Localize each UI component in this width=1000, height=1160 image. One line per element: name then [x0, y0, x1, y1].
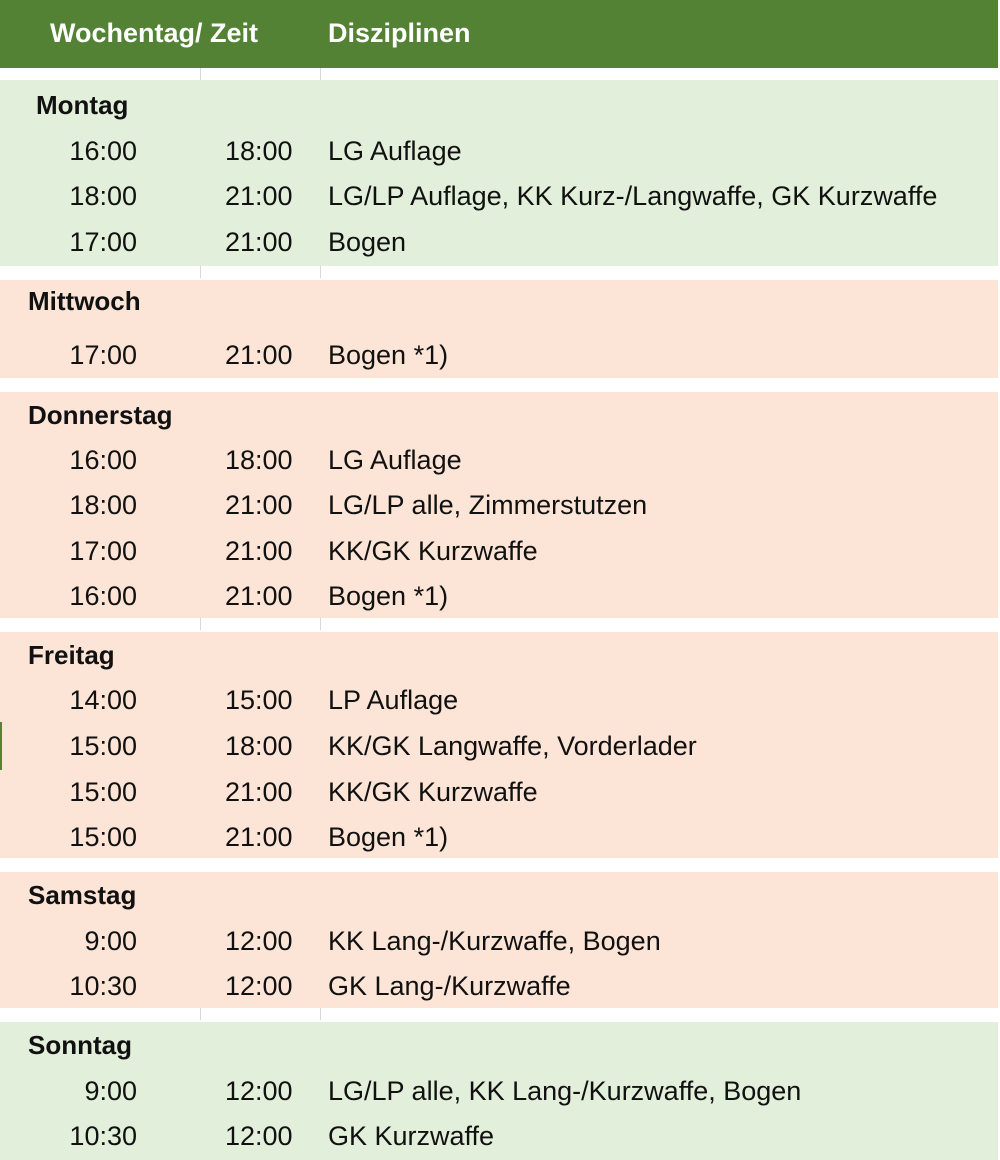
disciplines: LG Auflage: [328, 136, 462, 166]
gridline-tick: [320, 1008, 321, 1020]
gridline-tick: [320, 266, 321, 278]
disciplines: Bogen *1): [328, 581, 449, 611]
end-time: 21:00: [225, 340, 293, 370]
start-time: 15:00: [69, 822, 137, 852]
start-time: 18:00: [69, 181, 137, 211]
end-time: 21:00: [225, 181, 293, 211]
end-time: 21:00: [225, 822, 293, 852]
table-row: [0, 482, 998, 527]
start-time: 9:00: [84, 926, 137, 956]
disciplines: Bogen: [328, 227, 407, 257]
day-block-samstag: [0, 872, 998, 1008]
end-time: 21:00: [225, 581, 293, 611]
disciplines: KK/GK Langwaffe, Vorderlader: [328, 731, 697, 761]
edge-marker: [0, 722, 2, 770]
table-header: [0, 0, 998, 68]
end-time: 21:00: [225, 777, 293, 807]
separator: [0, 266, 1000, 280]
disciplines: Bogen *1): [328, 822, 449, 852]
separator: [0, 618, 1000, 632]
table-row: [0, 219, 998, 264]
gridline-tick: [320, 618, 321, 630]
start-time: 10:30: [69, 1121, 137, 1151]
table-row: [0, 1113, 998, 1158]
day-label: Mittwoch: [28, 286, 141, 316]
disciplines: LG Auflage: [328, 445, 462, 475]
disciplines: LG/LP Auflage, KK Kurz-/Langwaffe, GK Kurzwaffe: [328, 181, 938, 211]
disciplines: KK Lang-/Kurzwaffe, Bogen: [328, 926, 661, 956]
table-row: [0, 332, 998, 377]
start-time: 16:00: [69, 445, 137, 475]
start-time: 16:00: [69, 136, 137, 166]
start-time: 16:00: [69, 581, 137, 611]
table-row: [0, 769, 998, 814]
day-block-mittwoch: [0, 280, 998, 378]
day-block-donnerstag: [0, 392, 998, 618]
day-label: Freitag: [28, 640, 115, 670]
day-label: Sonntag: [28, 1030, 132, 1060]
disciplines: LP Auflage: [328, 685, 459, 715]
table-row: [0, 814, 998, 859]
table-row: [0, 573, 998, 618]
table-row: [0, 723, 998, 768]
table-row: [0, 677, 998, 722]
table-row: [0, 437, 998, 482]
disciplines: Bogen *1): [328, 340, 449, 370]
table-row: [0, 1068, 998, 1113]
table-row: [0, 528, 998, 573]
disciplines: GK Kurzwaffe: [328, 1121, 495, 1151]
start-time: 15:00: [69, 731, 137, 761]
end-time: 21:00: [225, 490, 293, 520]
gridline-tick: [200, 266, 201, 278]
end-time: 12:00: [225, 926, 293, 956]
end-time: 12:00: [225, 1076, 293, 1106]
disciplines: KK/GK Kurzwaffe: [328, 536, 538, 566]
column-header-disciplines: Disziplinen: [328, 18, 471, 48]
table-row: [0, 963, 998, 1008]
start-time: 14:00: [69, 685, 137, 715]
start-time: 9:00: [84, 1076, 137, 1106]
gridline-tick: [320, 68, 321, 80]
table-row: [0, 128, 998, 173]
day-block-freitag: [0, 632, 998, 858]
gridline-tick: [200, 618, 201, 630]
gridline-tick: [200, 68, 201, 80]
disciplines: GK Lang-/Kurzwaffe: [328, 971, 571, 1001]
end-time: 21:00: [225, 227, 293, 257]
day-block-sonntag: [0, 1022, 998, 1160]
disciplines: KK/GK Kurzwaffe: [328, 777, 538, 807]
disciplines: LG/LP alle, KK Lang-/Kurzwaffe, Bogen: [328, 1076, 802, 1106]
start-time: 10:30: [69, 971, 137, 1001]
day-label: Samstag: [28, 880, 137, 910]
table-row: [0, 173, 998, 218]
separator: [0, 1008, 1000, 1022]
table-row: [0, 918, 998, 963]
start-time: 17:00: [69, 536, 137, 566]
end-time: 12:00: [225, 1121, 293, 1151]
day-label: Donnerstag: [28, 400, 173, 430]
end-time: 12:00: [225, 971, 293, 1001]
separator: [0, 378, 1000, 392]
day-label: Montag: [36, 90, 129, 120]
separator: [0, 858, 1000, 872]
gridline-tick: [200, 1008, 201, 1020]
start-time: 15:00: [69, 777, 137, 807]
start-time: 17:00: [69, 340, 137, 370]
column-header-weekday: Wochentag/ Zeit: [50, 18, 259, 48]
end-time: 15:00: [225, 685, 293, 715]
day-block-montag: [0, 80, 998, 266]
end-time: 18:00: [225, 136, 293, 166]
start-time: 17:00: [69, 227, 137, 257]
end-time: 21:00: [225, 536, 293, 566]
end-time: 18:00: [225, 445, 293, 475]
disciplines: LG/LP alle, Zimmerstutzen: [328, 490, 648, 520]
end-time: 18:00: [225, 731, 293, 761]
start-time: 18:00: [69, 490, 137, 520]
